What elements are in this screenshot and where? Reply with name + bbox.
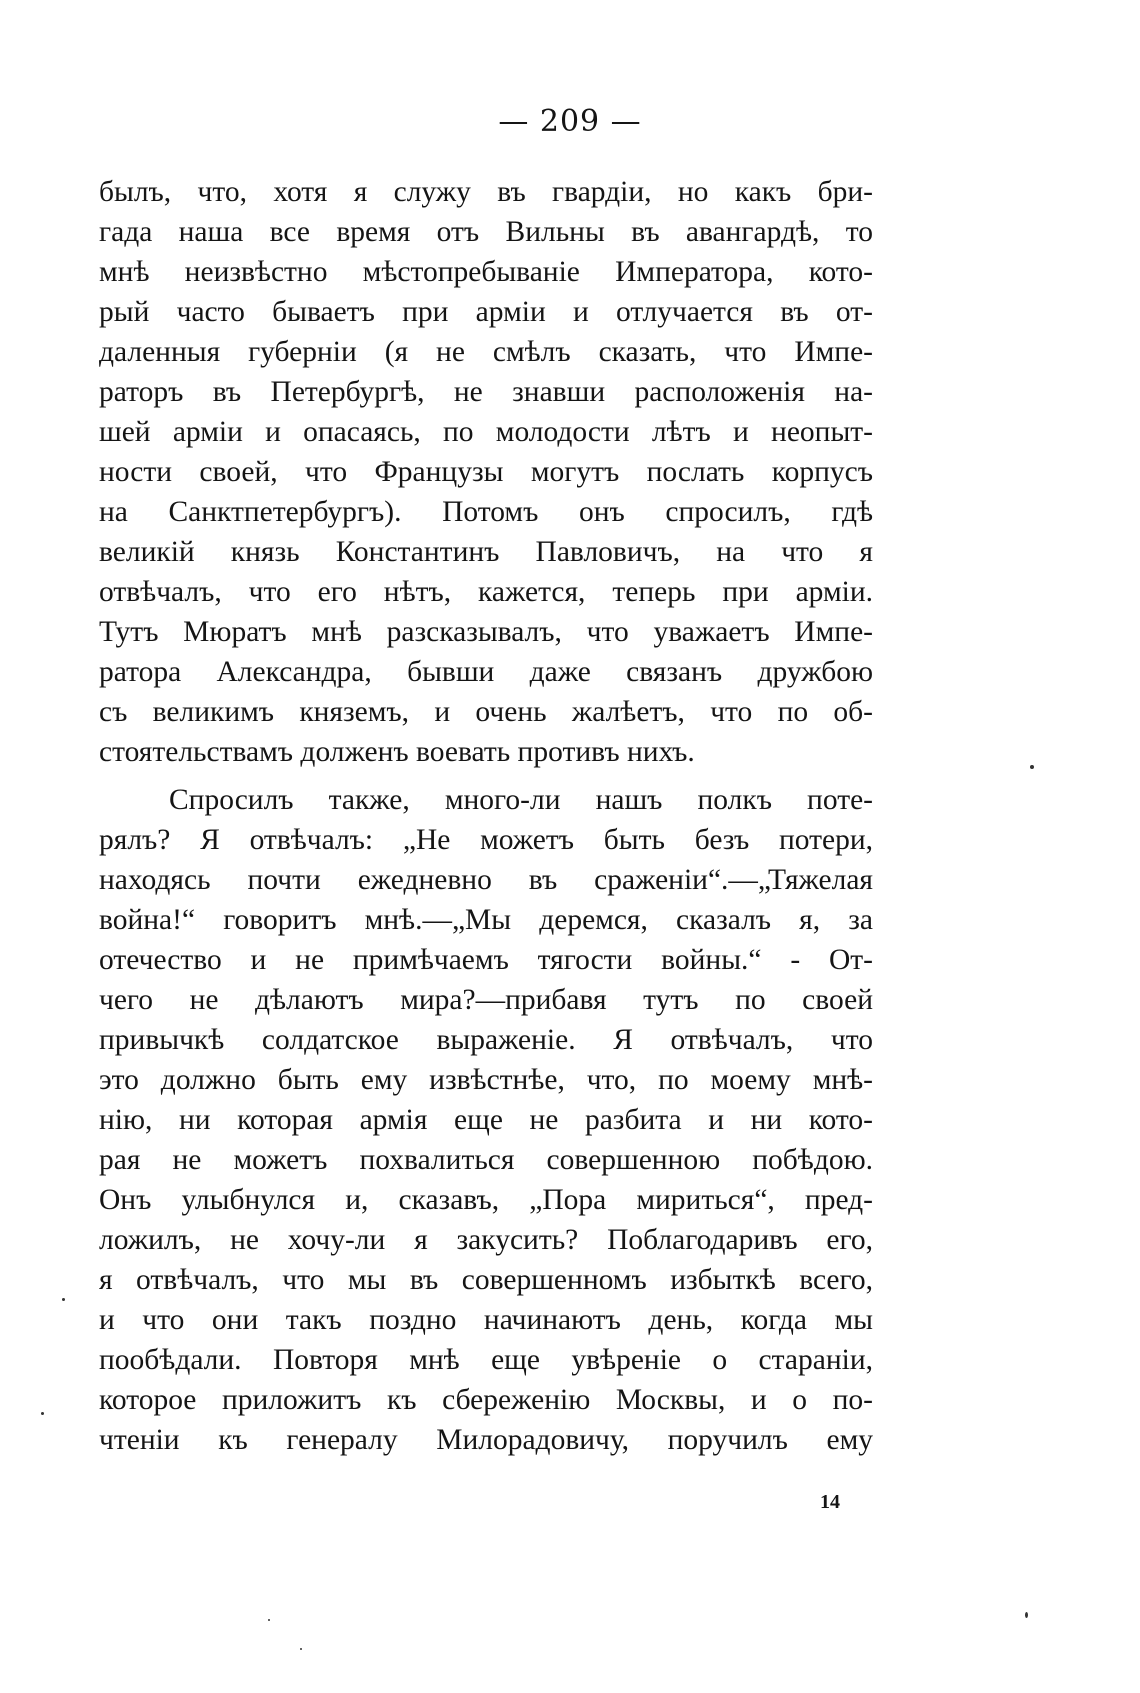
text-line: стоятельствамъ долженъ воевать противъ нихъ. bbox=[99, 736, 695, 768]
text-line: война!“ говоритъ мнѣ.—„Мы деремся, сказалъ я, за bbox=[99, 904, 873, 936]
text-line: чтенiи къ генералу Милорадовичу, поручилъ ему bbox=[99, 1424, 873, 1456]
scan-speck bbox=[41, 1412, 44, 1415]
paragraph-2 bbox=[99, 780, 873, 1460]
text-line: пообѣдали. Повторя мнѣ еще увѣренiе о старанiи, bbox=[99, 1344, 873, 1376]
text-line: шей армiи и опасаясь, по молодости лѣтъ и неопыт- bbox=[99, 416, 873, 448]
text-line: съ великимъ княземъ, и очень жалѣетъ, что по об- bbox=[99, 696, 873, 728]
text-line: рая не можетъ похвалиться совершенною побѣдою. bbox=[99, 1144, 873, 1176]
text-line: отечество и не примѣчаемъ тягости войны.“ - От- bbox=[99, 944, 873, 976]
text-line: великiй князь Константинъ Павловичъ, на что я bbox=[99, 536, 873, 568]
text-line: былъ, что, хотя я служу въ гвардiи, но какъ бри- bbox=[99, 176, 873, 208]
scan-speck bbox=[1025, 1612, 1028, 1618]
text-line: раторъ въ Петербургѣ, не знавши расположенiя на- bbox=[99, 376, 873, 408]
scan-speck bbox=[1030, 765, 1034, 769]
text-line: чего не дѣлаютъ мира?—прибавя тутъ по своей bbox=[99, 984, 873, 1016]
text-line: которое приложитъ къ сбереженiю Москвы, и о по- bbox=[99, 1384, 873, 1416]
text-line: ложилъ, не хочу-ли я закусить? Поблагодаривъ его, bbox=[99, 1224, 873, 1256]
paragraph-gap bbox=[99, 772, 873, 780]
signature-mark: 14 bbox=[820, 1491, 840, 1513]
text-line: находясь почти ежедневно въ сраженiи“.—„Тяжелая bbox=[99, 864, 873, 896]
paragraph-1 bbox=[99, 172, 873, 772]
text-line: я отвѣчалъ, что мы въ совершенномъ избыткѣ всего, bbox=[99, 1264, 873, 1296]
body-text bbox=[99, 172, 873, 1460]
text-line: на Санктпетербургъ). Потомъ онъ спросилъ, гдѣ bbox=[99, 496, 873, 528]
text-line: даленныя губернiи (я не смѣлъ сказать, что Импе- bbox=[99, 336, 873, 368]
text-line: рый часто бываетъ при армiи и отлучается въ от- bbox=[99, 296, 873, 328]
text-line: привычкѣ солдатское выраженiе. Я отвѣчалъ, что bbox=[99, 1024, 873, 1056]
text-line: мнѣ неизвѣстно мѣстопребыванiе Императора, кото- bbox=[99, 256, 873, 288]
page-number: — 209 — bbox=[498, 104, 642, 139]
text-line: Спросилъ также, много-ли нашъ полкъ поте- bbox=[169, 784, 873, 816]
text-line: нiю, ни которая армiя еще не разбита и ни кото- bbox=[99, 1104, 873, 1136]
text-line: гада наша все время отъ Вильны въ авангардѣ, то bbox=[99, 216, 873, 248]
scan-speck bbox=[268, 1619, 270, 1621]
scan-speck bbox=[300, 1648, 302, 1650]
text-line: рялъ? Я отвѣчалъ: „Не можетъ быть безъ потери, bbox=[99, 824, 873, 856]
text-line: отвѣчалъ, что его нѣтъ, кажется, теперь при армiи. bbox=[99, 576, 873, 608]
scan-speck bbox=[62, 1298, 65, 1301]
text-line: ности своей, что Французы могутъ послать корпусъ bbox=[99, 456, 873, 488]
text-line: и что они такъ поздно начинаютъ день, когда мы bbox=[99, 1304, 873, 1336]
text-line: Тутъ Мюратъ мнѣ разсказывалъ, что уважаетъ Импе- bbox=[99, 616, 873, 648]
text-line: Онъ улыбнулся и, сказавъ, „Пора мириться“, пред- bbox=[99, 1184, 873, 1216]
text-line: ратора Александра, бывши даже связанъ дружбою bbox=[99, 656, 873, 688]
text-line: это должно быть ему извѣстнѣе, что, по моему мнѣ- bbox=[99, 1064, 873, 1096]
